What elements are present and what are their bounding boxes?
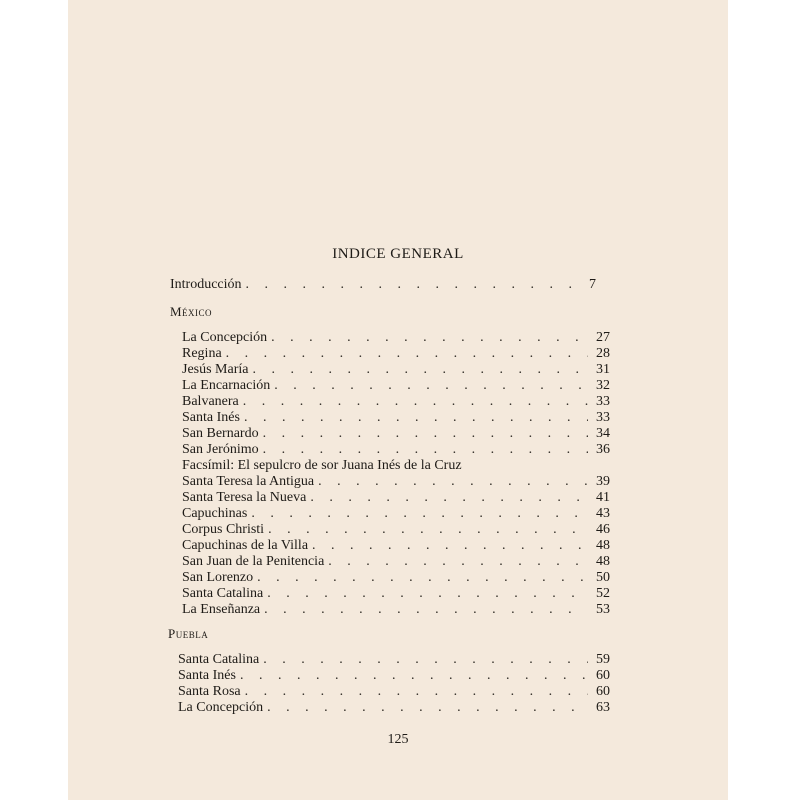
dot-leader (328, 554, 588, 570)
toc-entry (178, 700, 610, 716)
entry-page: 7 (589, 277, 596, 292)
page-number: 125 (387, 732, 409, 747)
entry-page: 60 (596, 668, 610, 683)
entry-label: San Jerónimo (182, 442, 259, 457)
index-title: INDICE GENERAL (332, 246, 464, 262)
facsimile-caption: Facsímil: El sepulcro de sor Juana Inés de la Cruz (182, 458, 462, 473)
entry-page: 53 (596, 602, 610, 617)
dot-leader (240, 668, 588, 684)
toc-entry-intro (170, 277, 596, 293)
dot-leader (263, 426, 588, 442)
toc-entry (178, 668, 610, 684)
entry-label: La Concepción (182, 330, 268, 345)
toc-entry (182, 522, 610, 538)
entry-page: 48 (596, 538, 610, 553)
entry-label: La Encarnación (182, 378, 271, 393)
entry-page: 33 (596, 410, 610, 425)
toc-entry (182, 362, 610, 378)
entry-page: 52 (596, 586, 610, 601)
entry-page: 32 (596, 378, 610, 393)
entry-label: Balvanera (182, 394, 239, 409)
dot-leader (253, 362, 589, 378)
entry-page: 27 (596, 330, 610, 345)
dot-leader (263, 442, 588, 458)
toc-entry (182, 410, 610, 426)
dot-leader (251, 506, 588, 522)
entry-label: Santa Rosa (178, 684, 241, 699)
dot-leader (244, 410, 588, 426)
toc-entry (182, 490, 610, 506)
entry-page: 59 (596, 652, 610, 667)
dot-leader (274, 378, 588, 394)
entry-label: Corpus Christi (182, 522, 265, 537)
entry-page: 41 (596, 490, 610, 505)
entry-label: San Bernardo (182, 426, 259, 441)
dot-leader (310, 490, 588, 506)
entry-page: 34 (596, 426, 610, 441)
dot-leader (263, 652, 588, 668)
dot-leader (264, 602, 588, 618)
entry-label: La Concepción (178, 700, 264, 715)
entry-label: San Lorenzo (182, 570, 254, 585)
toc-entry (182, 394, 610, 410)
entry-label: Santa Teresa la Nueva (182, 490, 307, 505)
toc-entry (182, 346, 610, 362)
entry-page: 28 (596, 346, 610, 361)
section-heading-puebla: Puebla (168, 626, 209, 641)
toc-entry (182, 474, 610, 490)
entry-label: Capuchinas (182, 506, 248, 521)
entry-label: Jesús María (182, 362, 249, 377)
entry-page: 43 (596, 506, 610, 521)
toc-entry (182, 602, 610, 618)
entry-label: Santa Inés (182, 410, 240, 425)
toc-entry (178, 684, 610, 700)
toc-entry (182, 538, 610, 554)
dot-leader (312, 538, 588, 554)
entry-label: Regina (182, 346, 222, 361)
entry-page: 33 (596, 394, 610, 409)
entry-page: 48 (596, 554, 610, 569)
dot-leader (246, 277, 574, 293)
section-heading-mexico: México (170, 304, 213, 319)
dot-leader (226, 346, 588, 362)
toc-entry (182, 586, 610, 602)
entry-label: La Enseñanza (182, 602, 261, 617)
dot-leader (245, 684, 588, 700)
toc-entry (178, 652, 610, 668)
entry-label: Santa Catalina (182, 586, 264, 601)
entry-page: 46 (596, 522, 610, 537)
entry-page: 50 (596, 570, 610, 585)
entry-label: Introducción (170, 277, 242, 292)
dot-leader (268, 522, 588, 538)
toc-entry (182, 330, 610, 346)
toc-entry (182, 554, 610, 570)
toc-entry (182, 442, 610, 458)
dot-leader (271, 330, 588, 346)
entry-label: Santa Inés (178, 668, 236, 683)
toc-entry (182, 378, 610, 394)
toc-entry (182, 506, 610, 522)
entry-label: Santa Catalina (178, 652, 260, 667)
dot-leader (267, 700, 588, 716)
dot-leader (318, 474, 588, 490)
entry-label: San Juan de la Penitencia (182, 554, 325, 569)
entry-page: 60 (596, 684, 610, 699)
book-page (68, 0, 728, 800)
entry-page: 63 (596, 700, 610, 715)
toc-entry (182, 570, 610, 586)
dot-leader (243, 394, 588, 410)
entry-page: 36 (596, 442, 610, 457)
dot-leader (257, 570, 588, 586)
toc-entry (182, 426, 610, 442)
entry-page: 31 (596, 362, 610, 377)
entry-label: Capuchinas de la Villa (182, 538, 309, 553)
entry-label: Santa Teresa la Antigua (182, 474, 315, 489)
dot-leader (267, 586, 588, 602)
entry-page: 39 (596, 474, 610, 489)
